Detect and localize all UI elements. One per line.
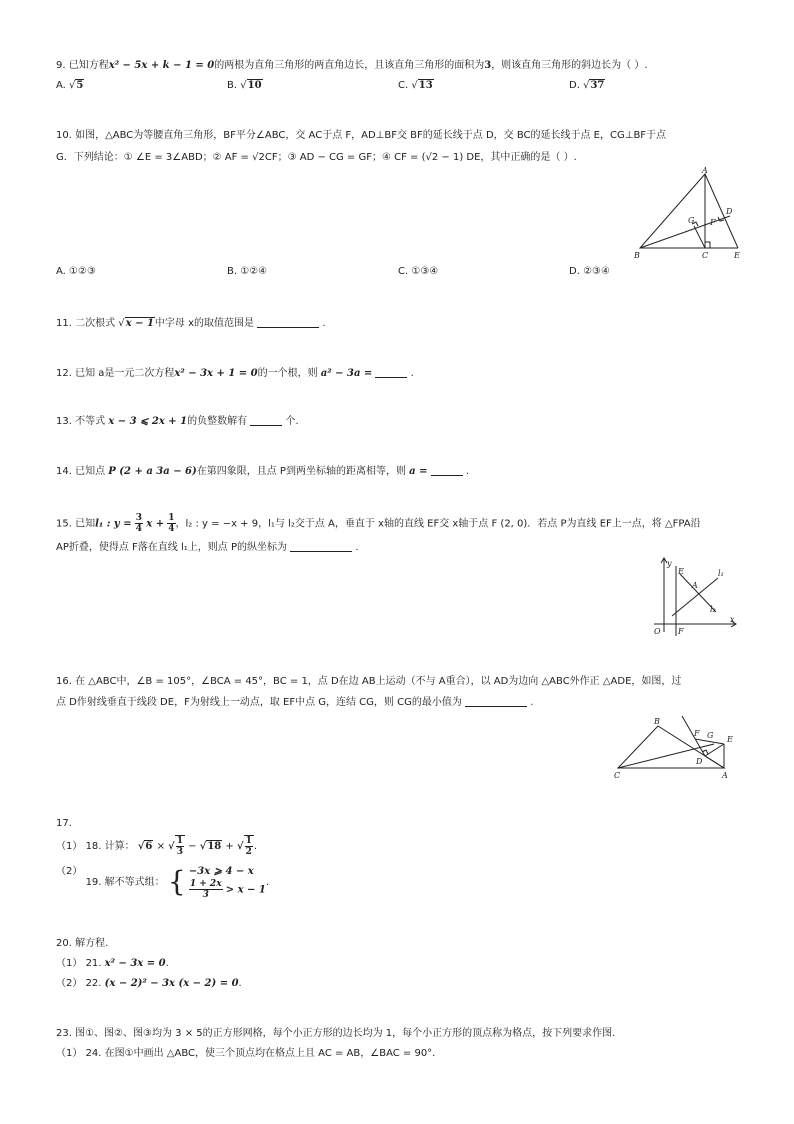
q9-option-d[interactable]: D. √37: [569, 80, 605, 91]
q9-option-c[interactable]: C. √13: [398, 80, 433, 91]
q23-part-1: （1） 24. 在图①中画出 △ABC，使三个顶点均在格点上且 AC = AB，∠BAC = 90°．: [56, 1048, 443, 1059]
q16-label-a: A: [722, 771, 728, 780]
q13-answer-blank[interactable]: [250, 415, 282, 426]
question-12: 12. 已知 a是一元二次方程x² − 3x + 1 = 0的一个根，则 a² − 3a = .: [56, 368, 414, 379]
q12-answer-blank[interactable]: [375, 367, 407, 378]
q17-fraction-2: $\frac{1}{2}$: [245, 836, 252, 857]
question-20: 20. 解方程.: [56, 938, 109, 949]
q17-part-1: （1） 18. 计算： √6 × √ $\frac{1}{3}$ − √18 + √ $\frac{1}{2}$ .: [56, 836, 258, 857]
q14-answer-blank[interactable]: [431, 465, 463, 476]
question-17: 17.: [56, 818, 72, 829]
q10-label-g: G: [688, 216, 695, 225]
q16-label-g: G: [707, 731, 714, 740]
q17-part-2: （2） 19. 解不等式组： { −3x ⩾ 4 − x $\frac{1 + 2x}{3}$ > x − 1 .: [56, 865, 270, 900]
q10-figure: [630, 166, 750, 262]
q10-label-a: A: [702, 166, 708, 175]
q9-option-b[interactable]: B. √10: [227, 80, 262, 91]
q15-fraction-2: $\frac{1}{4}$: [168, 513, 175, 534]
q10-option-a[interactable]: A. ①②③: [56, 266, 96, 277]
q15-label-y: y: [667, 559, 672, 568]
q16-label-e: E: [727, 735, 733, 744]
q10-option-d[interactable]: D. ②③④: [569, 266, 610, 277]
q15-label-x: x: [730, 615, 735, 624]
q10-option-c[interactable]: C. ①③④: [398, 266, 439, 277]
q16-answer-blank[interactable]: [465, 696, 527, 707]
q17-fraction-1: $\frac{1}{3}$: [176, 836, 183, 857]
q16-label-c: C: [614, 771, 621, 780]
q15-fraction-1: $\frac{3}{4}$: [135, 513, 143, 534]
question-15-line2: AP折叠，使得点 F落在直线 l₁上，则点 P的纵坐标为 .: [56, 542, 359, 553]
question-11: 11. 二次根式 √x − 1中字母 x的取值范围是 .: [56, 318, 326, 329]
q9-option-a[interactable]: A. √5: [56, 80, 84, 91]
q16-figure: [610, 712, 744, 784]
question-23: 23. 图①、图②、图③均为 3 × 5的正方形网格，每个小正方形的边长均为 1，每个小正方形的顶点称为格点，按下列要求作图.: [56, 1028, 616, 1039]
q10-label-e: E: [734, 251, 740, 260]
q15-label-e: E: [678, 567, 684, 576]
q16-label-f: F: [694, 729, 700, 738]
q15-label-l1: l₁: [718, 569, 724, 578]
q10-option-b[interactable]: B. ①②④: [227, 266, 268, 277]
question-10-line1: 10. 如图，△ABC为等腰直角三角形，BF平分∠ABC，交 AC于点 F，AD⊥BF交 BF的延长线于点 D，交 BC的延长线于点 E，CG⊥BF于点: [56, 130, 667, 141]
q15-label-f: F: [678, 627, 684, 636]
q9-equation: x² − 5x + k − 1 = 0: [108, 60, 215, 71]
question-16-line2: 点 D作射线垂直于线段 DE，F为射线上一动点，取 EF中点 G，连结 CG，则 CG的最小值为 .: [56, 697, 534, 708]
q20-part-2: （2） 22. (x − 2)² − 3x (x − 2) = 0.: [56, 978, 242, 989]
question-15-line1: 15. 已知l₁ : y = $\frac{3}{4}$ x + $\frac{1}{4}$ ，l₂ : y = −x + 9，l₁与 l₂交于点 A，垂直于 x轴的直线 EF交 x轴于点 F (2, 0)．若点 P为直线 EF上一点，将 △FPA沿: [56, 513, 701, 534]
question-9: 9. 已知方程x² − 5x + k − 1 = 0的两根为直角三角形的两直角边长，且该直角三角形的面积为3，则该直角三角形的斜边长为（ ）.: [56, 60, 648, 71]
q15-label-o: O: [654, 627, 661, 636]
q15-label-a: A: [692, 581, 698, 590]
q15-figure: [640, 556, 740, 638]
q10-label-f: F: [710, 218, 716, 227]
question-16-line1: 16. 在 △ABC中，∠B = 105°，∠BCA = 45°，BC = 1，点 D在边 AB上运动（不与 A重合），以 AD为边向 △ABC外作正 △ADE，如图，过: [56, 676, 682, 687]
q20-part-1: （1） 21. x² − 3x = 0.: [56, 958, 169, 969]
question-13: 13. 不等式 x − 3 ⩽ 2x + 1的负整数解有 个.: [56, 416, 299, 427]
q15-answer-blank[interactable]: [290, 541, 352, 552]
question-14: 14. 已知点 P (2 + a 3a − 6)在第四象限，且点 P到两坐标轴的距离相等，则 a = .: [56, 466, 470, 477]
q16-label-d: D: [696, 757, 703, 766]
q11-answer-blank[interactable]: [257, 317, 319, 328]
q15-label-l2: l₂: [710, 605, 716, 614]
q17-fraction-3: $\frac{1 + 2x}{3}$: [189, 878, 222, 900]
question-10-line2: G．下列结论：① ∠E = 3∠ABD；② AF = √2CF；③ AD − CG = GF；④ CF = (√2 − 1) DE，其中正确的是（ ）.: [56, 152, 577, 163]
q10-label-b: B: [634, 251, 640, 260]
q10-label-c: C: [702, 251, 709, 260]
q16-label-b: B: [654, 717, 660, 726]
q10-label-d: D: [726, 207, 733, 216]
